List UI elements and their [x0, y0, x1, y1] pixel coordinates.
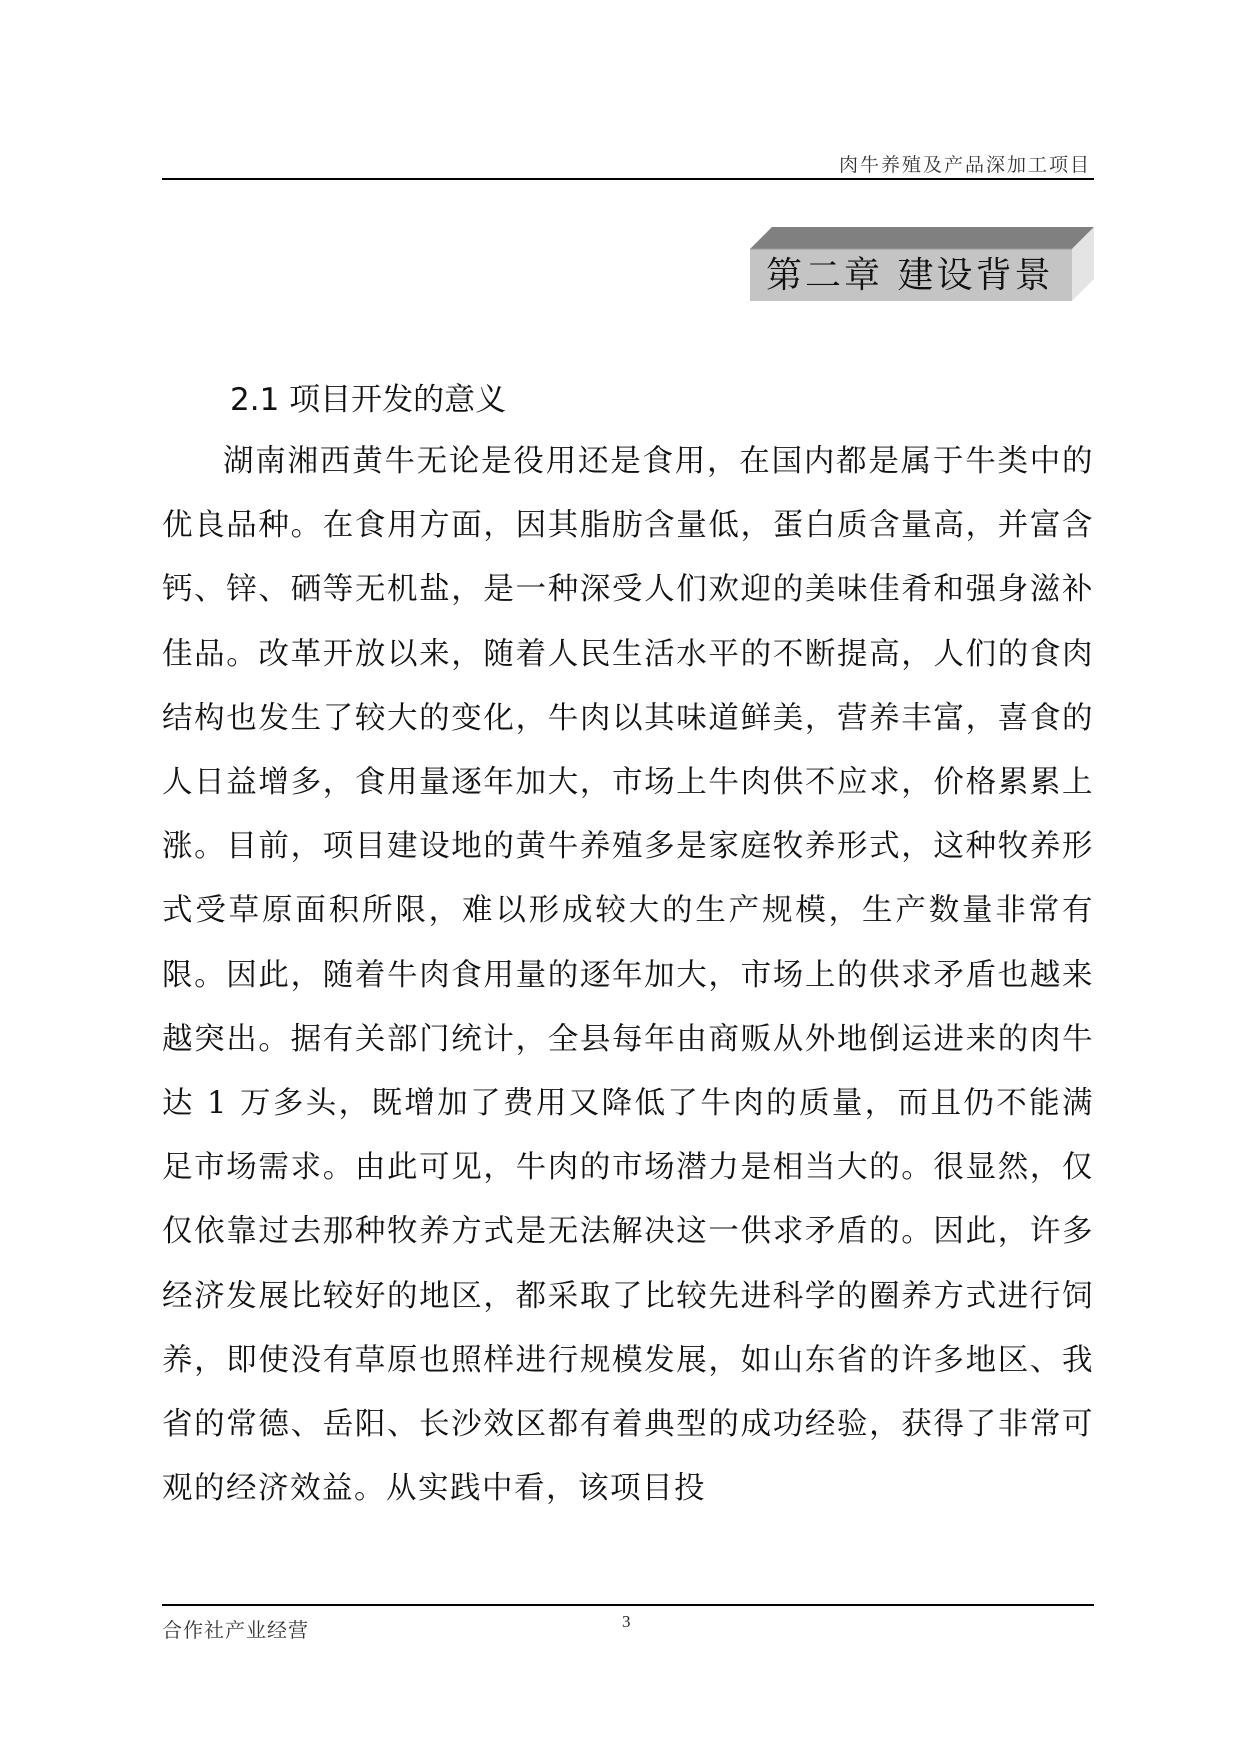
- running-header: 肉牛养殖及产品深加工项目: [838, 154, 1091, 176]
- header-rule: [162, 178, 1094, 180]
- body-paragraph: 湖南湘西黄牛无论是役用还是食用，在国内都是属于牛类中的优良品种。在食用方面，因其脂肪含量低，蛋白质含量高，并富含钙、锌、硒等无机盐，是一种深受人们欢迎的美味佳肴和强身滋补佳品。改革开放以来，随着人民生活水平的不断提高，人们的食肉结构也发生了较大的变化，牛肉以其味道鲜美，营养丰富，喜食的人日益增多，食用量逐年加大，市场上牛肉供不应求，价格累累上涨。目前，项目建设地的黄牛养殖多是家庭牧养形式，这种牧养形式受草原面积所限，难以形成较大的生产规模，生产数量非常有限。因此，随着牛肉食用量的逐年加大，市场上的供求矛盾也越来越突出。据有关部门统计，全县每年由商贩从外地倒运进来的肉牛达 1 万多头，既增加了费用又降低了牛肉的质量，而且仍不能满足市场需求。由此可见，牛肉的市场潜力是相当大的。很显然，仅仅依靠过去那种牧养方式是无法解决这一供求矛盾的。因此，许多经济发展比较好的地区，都采取了比较先进科学的圈养方式进行饲养，即使没有草原也照样进行规模发展，如山东省的许多地区、我省的常德、岳阳、长沙效区都有着典型的成功经验，获得了非常可观的经济效益。从实践中看，该项目投: [162, 444, 1094, 1507]
- chapter-title: 第二章 建设背景: [766, 255, 1054, 296]
- chapter-title-box: [750, 227, 1094, 303]
- footer-text: 合作社产业经营: [162, 1618, 309, 1642]
- footer-rule: [162, 1604, 1094, 1606]
- page-number: 3: [622, 1612, 631, 1631]
- section-heading: 2.1 项目开发的意义: [230, 382, 507, 418]
